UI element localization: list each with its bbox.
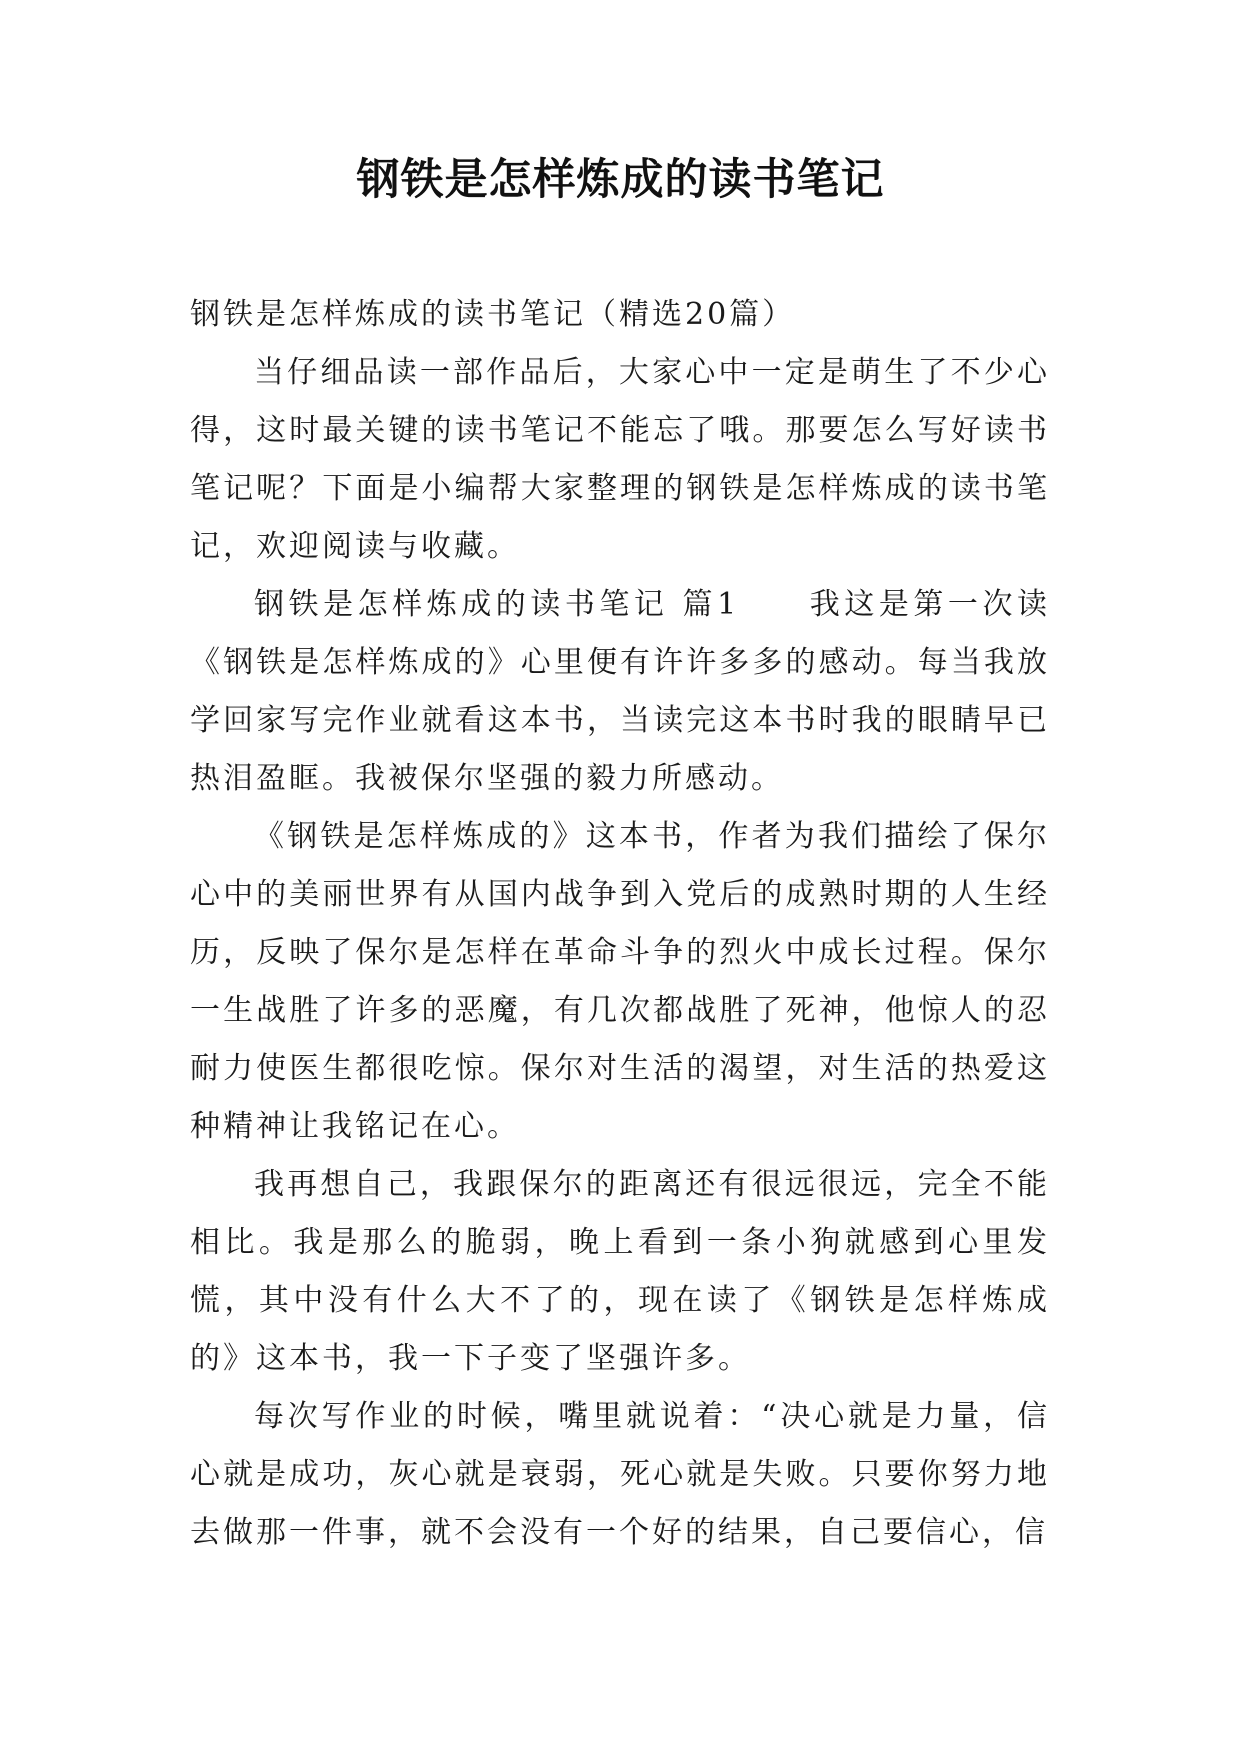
body-paragraph: 我再想自己，我跟保尔的距离还有很远很远，完全不能相比。我是那么的脆弱，晚上看到一条小狗就感到心里发慌，其中没有什么大不了的，现在读了《钢铁是怎样炼成的》这本书，我一下子变了坚强许多。 <box>190 1167 1050 1376</box>
document-title: 钢铁是怎样炼成的读书笔记 <box>356 155 885 205</box>
body-paragraph: 每次写作业的时候，嘴里就说着：“决心就是力量，信心就是成功，灰心就是衰弱，死心就是失败。只要你努力地去做那一件事，就不会没有一个好的结果，自己要信心，信 <box>190 1399 1050 1550</box>
body-paragraph: 《钢铁是怎样炼成的》这本书，作者为我们描绘了保尔心中的美丽世界有从国内战争到入党后的成熟时期的人生经历，反映了保尔是怎样在革命斗争的烈火中成长过程。保尔一生战胜了许多的恶魔，有几次都战胜了死神，他惊人的忍耐力使医生都很吃惊。保尔对生活的渴望，对生活的热爱这种精神让我铭记在心。 <box>190 819 1050 1144</box>
intro-paragraph: 当仔细品读一部作品后，大家心中一定是萌生了不少心得，这时最关键的读书笔记不能忘了哦。那要怎么写好读书笔记呢？下面是小编帮大家整理的钢铁是怎样炼成的读书笔记，欢迎阅读与收藏。 <box>190 355 1050 564</box>
document-body <box>190 286 1050 1562</box>
body-paragraph: 钢铁是怎样炼成的读书笔记 篇1 我这是第一次读《钢铁是怎样炼成的》心里便有许许多多的感动。每当我放学回家写完作业就看这本书，当读完这本书时我的眼睛早已热泪盈眶。我被保尔坚强的毅力所感动。 <box>190 587 1050 796</box>
subtitle-paragraph: 钢铁是怎样炼成的读书笔记（精选20篇） <box>190 297 796 332</box>
